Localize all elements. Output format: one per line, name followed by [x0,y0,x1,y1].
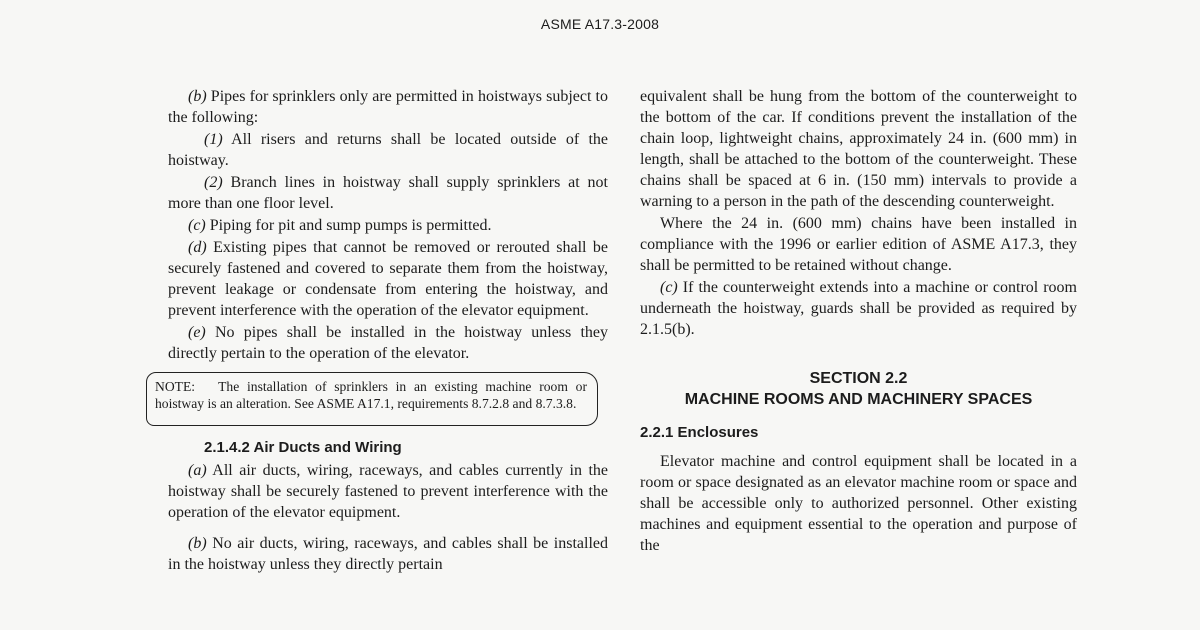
item-label: (d) [188,239,207,256]
subsection-heading-2-2-1: 2.2.1 Enclosures [640,424,759,441]
item-label: (b) [188,535,207,552]
paragraph-text: Existing pipes that cannot be removed or rerouted shall be securely fastened and covered to separate them from the hoistway, prevent leakage or condensate from entering the hoistway, and prevent interference with the operation of the elevator equipment. [168,239,609,319]
section-title: MACHINE ROOMS AND MACHINERY SPACES [684,391,1033,408]
item-label: (1) [204,131,223,148]
paragraph-text: Branch lines in hoistway shall supply sprinklers at not more than one floor level. [168,174,609,212]
paragraph-enclosures: Elevator machine and control equipment shall be located in a room or space designated as an elevator machine room or space and shall be accessible only to authorized personnel. Other existing machines and equipment essential to the operation and purpose of the [640,453,1077,554]
item-label: (b) [188,88,207,105]
paragraph-text: All air ducts, wiring, raceways, and cables currently in the hoistway shall be securely fastened to prevent interference with the operation of the elevator equipment. [168,462,608,521]
paragraph-text: All risers and returns shall be located outside of the hoistway. [168,131,608,169]
paragraph-b-pipes [168,86,608,128]
paragraph-counterweight-chains: equivalent shall be hung from the bottom of the counterweight to the bottom of the car. If conditions prevent the installation of the chain loop, lightweight chains, approximately 24 in. (600 mm) in length, shall be attached to the bottom of the counterweight. These chains shall be spaced at 6 in. (150 mm) intervals to provide a warning to a person in the path of the descending counterweight. [640,88,1077,210]
running-head: ASME A17.3-2008 [540,16,660,32]
item-label: (c) [660,279,678,296]
right-column [640,86,1077,557]
note-box [146,372,598,426]
section-heading [640,368,1077,410]
paragraph-d-existing-pipes [168,237,608,321]
paragraph-a-air-ducts [168,460,608,523]
note-label: NOTE: [155,379,196,394]
paragraph-text: Pipes for sprinklers only are permitted in hoistways subject to the following: [168,88,608,126]
paragraph-text: No pipes shall be installed in the hoistway unless they directly pertain to the operation of the elevator. [168,324,609,362]
left-column [155,86,609,576]
paragraph-c-piping [168,215,608,236]
paragraph-c-counterweight [640,277,1077,340]
paragraph-b-no-air-ducts [168,533,608,575]
paragraph-2-branch-lines [168,172,608,214]
paragraph-text: No air ducts, wiring, raceways, and cables shall be installed in the hoistway unless they directly pertain [168,535,608,573]
note-text: The installation of sprinklers in an existing machine room or hoistway is an alteration. See ASME A17.1, requirements 8.7.2.8 and 8.7.3.8. [155,379,587,411]
item-label: (c) [188,217,206,234]
item-label: (2) [204,174,223,191]
paragraph-chains-installed: Where the 24 in. (600 mm) chains have been installed in compliance with the 1996 or earlier edition of ASME A17.3, they shall be permitted to be retained without change. [640,215,1077,274]
item-label: (a) [188,462,207,479]
paragraph-1-risers [168,129,608,171]
paragraph-text: If the counterweight extends into a machine or control room underneath the hoistway, guards shall be provided as required by 2.1.5(b). [640,279,1078,338]
paragraph-text: Piping for pit and sump pumps is permitted. [209,217,492,234]
item-label: (e) [188,324,206,341]
section-number: SECTION 2.2 [809,370,908,387]
subsection-heading-2-1-4-2: 2.1.4.2 Air Ducts and Wiring [204,439,402,456]
paragraph-e-no-pipes [168,322,608,364]
